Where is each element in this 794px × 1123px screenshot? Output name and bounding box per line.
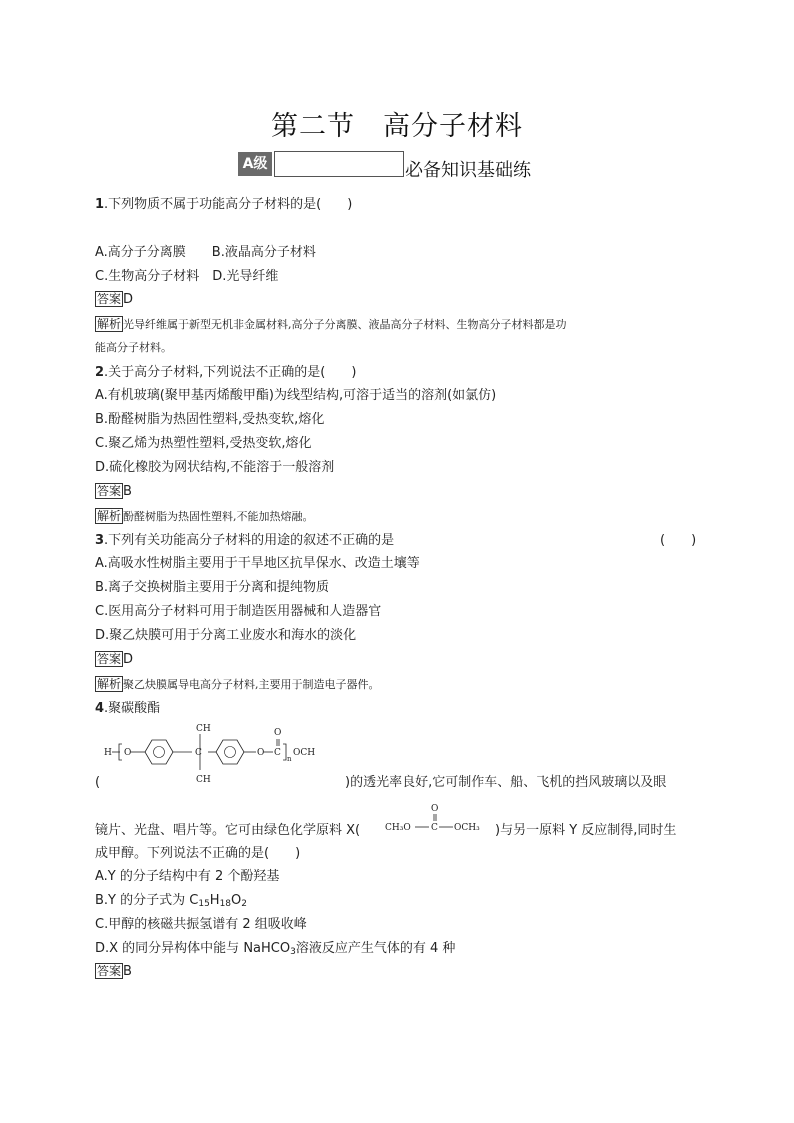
question-number: 4 (95, 701, 105, 716)
score-blank (274, 151, 404, 177)
question-4-answer: 答案 B (97, 964, 132, 979)
question-2-option-d: D.硫化橡胶为网状结构,不能溶于一般溶剂 (95, 460, 335, 475)
analysis-tag: 解析 (97, 317, 122, 331)
question-number: 1 (95, 197, 105, 212)
question-2-option-a: A.有机玻璃(聚甲基丙烯酸甲酯)为线型结构,可溶于适当的溶剂(如氯仿) (95, 388, 497, 403)
question-1-analysis-cont: 能高分子材料。 (95, 341, 172, 354)
svg-text:CH₃O: CH₃O (385, 823, 411, 833)
svg-text:OCH: OCH (293, 748, 316, 758)
question-4-text-line-2: 镜片、光盘、唱片等。它可由绿色化学原料 X( (95, 823, 361, 838)
question-1-analysis: 解析 光导纤维属于新型无机非金属材料,高分子分离膜、液晶高分子材料、生物高分子材料都是功 (97, 317, 567, 331)
svg-text:O: O (124, 748, 132, 758)
question-4-text-line-1: )的透光率良好,它可制作车、船、飞机的挡风玻璃以及眼 (345, 775, 667, 790)
question-number: 2 (95, 365, 105, 380)
question-2-option-c: C.聚乙烯为热塑性塑料,受热变软,熔化 (95, 436, 312, 451)
svg-text:O: O (257, 748, 265, 758)
question-2-answer: 答案 B (97, 484, 132, 499)
question-number: 3 (95, 533, 105, 548)
analysis-tag: 解析 (97, 677, 122, 691)
question-1-stem: 1.下列物质不属于功能高分子材料的是( ) (95, 197, 353, 212)
answer-tag: 答案 (97, 652, 122, 666)
svg-text:CH: CH (196, 724, 211, 734)
question-4-stem: 4.聚碳酸酯 (95, 701, 161, 716)
question-4-option-a: A.Y 的分子结构中有 2 个酚羟基 (95, 869, 280, 884)
level-badge: A级 (238, 152, 272, 176)
question-1-options-row-2: C.生物高分子材料 D.光导纤维 (95, 269, 279, 284)
question-2-option-b: B.酚醛树脂为热固性塑料,受热变软,熔化 (95, 412, 325, 427)
svg-text:OCH₃: OCH₃ (454, 823, 480, 833)
question-3-option-a: A.高吸水性树脂主要用于干旱地区抗旱保水、改造土壤等 (95, 556, 420, 571)
svg-text:C: C (431, 823, 438, 833)
page-title: 第二节 高分子材料 (271, 111, 523, 142)
svg-text:O: O (274, 728, 282, 738)
question-3-stem: 3.下列有关功能高分子材料的用途的叙述不正确的是 (95, 533, 395, 548)
question-4-open-paren: ( (95, 775, 101, 790)
svg-text:CH: CH (196, 775, 211, 785)
question-1-options-row-1: A.高分子分离膜 B.液晶高分子材料 (95, 245, 316, 260)
answer-tag: 答案 (97, 484, 122, 498)
svg-text:n: n (287, 755, 292, 763)
question-4-option-c: C.甲醇的核磁共振氢谱有 2 组吸收峰 (95, 917, 307, 932)
question-4-option-b: B.Y 的分子式为 $C_{15}H_{18}O_2$ (95, 893, 247, 909)
question-3-analysis: 解析 聚乙炔膜属导电高分子材料,主要用于制造电子器件。 (97, 677, 380, 691)
question-4-text-line-2-tail: )与另一原料 Y 反应制得,同时生 (495, 823, 677, 838)
question-3-option-c: C.医用高分子材料可用于制造医用器械和人造器官 (95, 604, 382, 619)
level-name: 必备知识基础练 (405, 160, 531, 181)
question-2-analysis: 解析 酚醛树脂为热固性塑料,不能加热熔融。 (97, 509, 314, 523)
question-1-answer: 答案 D (97, 292, 134, 307)
analysis-tag: 解析 (97, 509, 122, 523)
question-4-option-d: D.X 的同分异构体中能与 NaHCO$_3$溶液反应产生气体的有 4 种 (95, 941, 456, 957)
question-3-answer: 答案 D (97, 652, 134, 667)
answer-tag: 答案 (97, 964, 122, 978)
svg-text:C: C (274, 748, 281, 758)
svg-text:H: H (104, 748, 112, 758)
question-3-option-d: D.聚乙炔膜可用于分离工业废水和海水的淡化 (95, 628, 357, 643)
question-2-stem: 2.关于高分子材料,下列说法不正确的是( ) (95, 365, 357, 380)
question-3-option-b: B.离子交换树脂主要用于分离和提纯物质 (95, 580, 330, 595)
answer-tag: 答案 (97, 292, 122, 306)
svg-text:C: C (195, 748, 202, 758)
svg-text:O: O (431, 804, 439, 814)
x-structure (380, 800, 498, 836)
polycarbonate-structure (100, 718, 350, 788)
question-4-text-line-3: 成甲醇。下列说法不正确的是( ) (95, 846, 301, 861)
question-3-answer-paren: ( ) (660, 533, 697, 548)
